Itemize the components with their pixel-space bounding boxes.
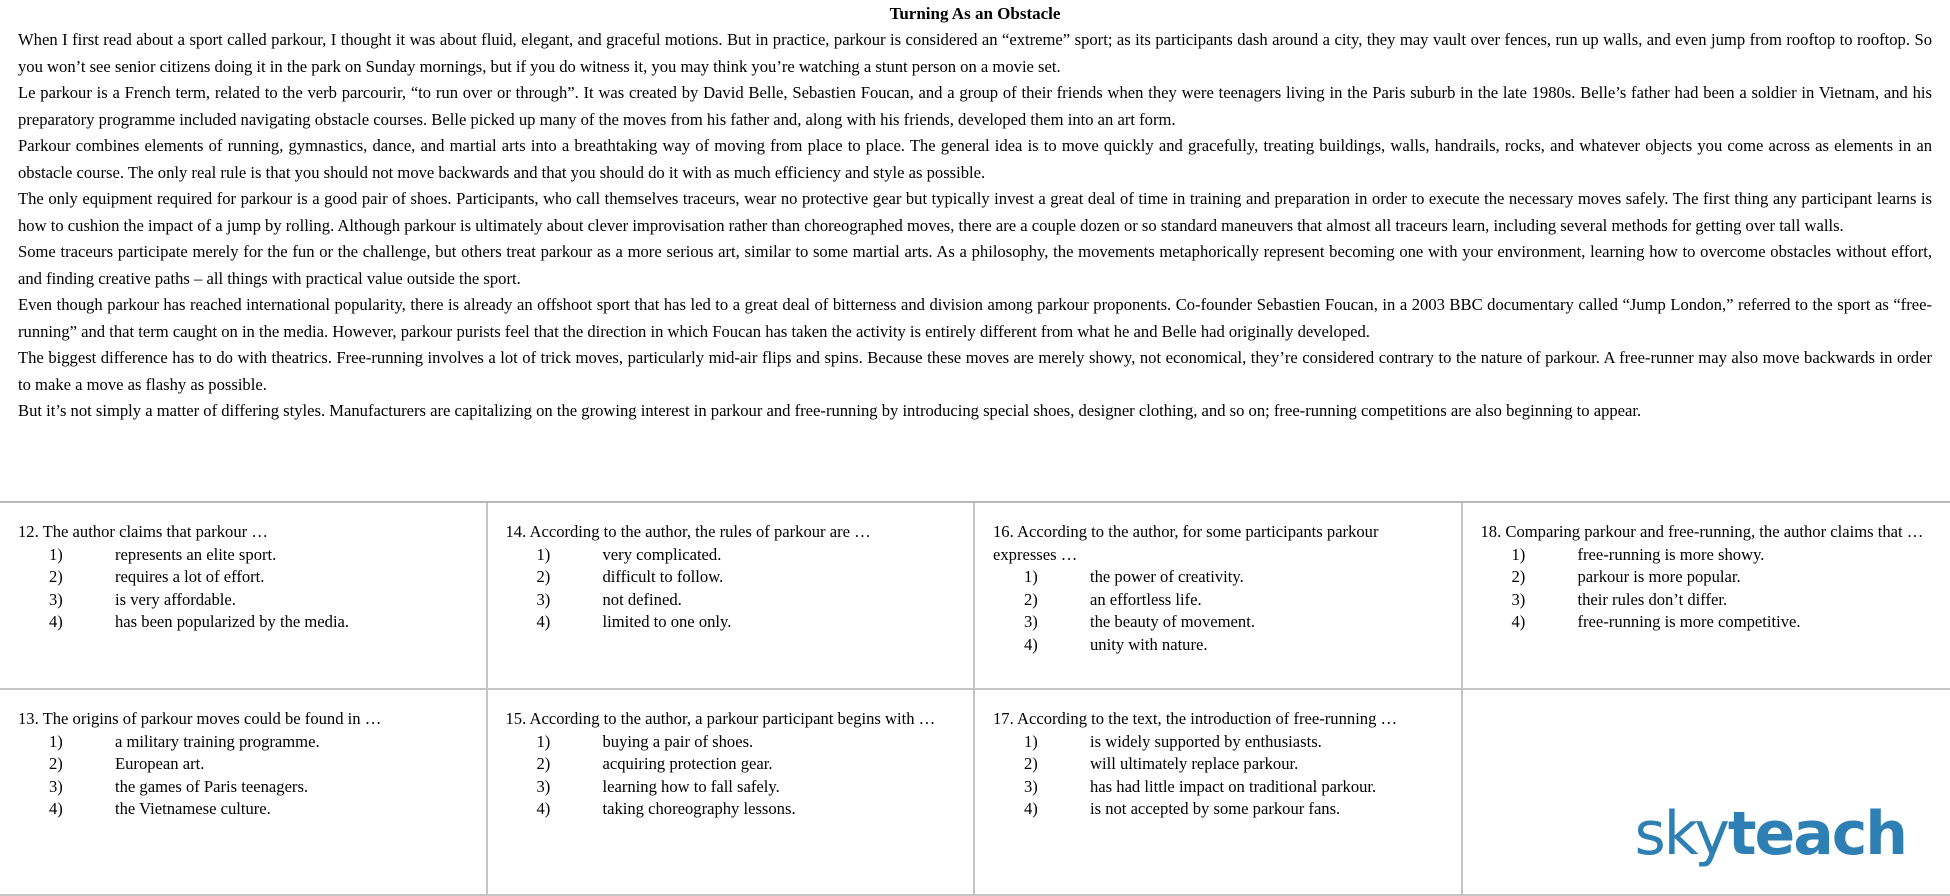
option-number: 4) — [49, 611, 84, 634]
option-text: unity with nature. — [1090, 634, 1208, 657]
questions-grid — [0, 501, 1950, 896]
option-text: free-running is more showy. — [1578, 544, 1765, 567]
option-text: European art. — [115, 753, 204, 776]
answer-option[interactable] — [18, 566, 470, 589]
option-text: limited to one only. — [603, 611, 732, 634]
question-13 — [0, 690, 488, 896]
option-text: is very affordable. — [115, 589, 236, 612]
answer-option[interactable] — [1481, 589, 1935, 612]
option-number: 2) — [537, 753, 572, 776]
option-text: the Vietnamese culture. — [115, 798, 271, 821]
option-number: 3) — [1024, 611, 1059, 634]
answer-option[interactable] — [506, 611, 958, 634]
answer-option[interactable] — [1481, 566, 1935, 589]
option-text: taking choreography lessons. — [603, 798, 796, 821]
answer-option[interactable] — [506, 731, 958, 754]
answer-option[interactable] — [506, 798, 958, 821]
question-text: 16. According to the author, for some participants parkour expresses … — [993, 521, 1445, 566]
option-text: a military training programme. — [115, 731, 320, 754]
option-number: 2) — [1512, 566, 1547, 589]
answer-option[interactable] — [18, 776, 470, 799]
option-number: 2) — [537, 566, 572, 589]
option-number: 1) — [537, 731, 572, 754]
paragraph-5: Some traceurs participate merely for the fun or the challenge, but others treat parkour as a more serious art, similar to some martial arts. As a philosophy, the movements metaphorically represent becoming one with your environment, learning how to overcome obstacles without effort, and finding creative paths – all things with practical value outside the sport. — [18, 239, 1932, 292]
answer-option[interactable] — [993, 589, 1445, 612]
paragraph-6: Even though parkour has reached international popularity, there is already an offshoot sport that has led to a great deal of bitterness and division among parkour proponents. Co-founder Sebastien Foucan, in a 2003 BBC documentary called “Jump London,” referred to the sport as “free-running” and that term caught on in the media. However, parkour purists feel that the direction in which Foucan has taken the activity is entirely different from what he and Belle had originally developed. — [18, 292, 1932, 345]
option-text: the power of creativity. — [1090, 566, 1244, 589]
option-text: an effortless life. — [1090, 589, 1202, 612]
paragraph-3: Parkour combines elements of running, gymnastics, dance, and martial arts into a breathtaking way of moving from place to place. The general idea is to move quickly and gracefully, treating buildings, walls, handrails, rocks, and whatever objects you come across as elements in an obstacle course. The only real rule is that you should not move backwards and that you should do it with as much efficiency and style as possible. — [18, 133, 1932, 186]
logo-bold-text: teach — [1728, 799, 1906, 869]
question-14 — [488, 503, 976, 690]
option-number: 3) — [49, 589, 84, 612]
answer-option[interactable] — [506, 544, 958, 567]
question-15 — [488, 690, 976, 896]
article — [18, 2, 1932, 425]
option-number: 1) — [1024, 731, 1059, 754]
answer-option[interactable] — [993, 776, 1445, 799]
question-18 — [1463, 503, 1950, 690]
option-text: requires a lot of effort. — [115, 566, 264, 589]
option-text: represents an elite sport. — [115, 544, 276, 567]
option-number: 2) — [49, 566, 84, 589]
option-number: 1) — [1024, 566, 1059, 589]
option-text: buying a pair of shoes. — [603, 731, 754, 754]
answer-option[interactable] — [506, 566, 958, 589]
answer-option[interactable] — [993, 611, 1445, 634]
option-text: has been popularized by the media. — [115, 611, 349, 634]
answer-option[interactable] — [18, 731, 470, 754]
option-number: 4) — [1024, 798, 1059, 821]
question-text: 17. According to the text, the introduction of free-running … — [993, 708, 1445, 731]
question-12 — [0, 503, 488, 690]
answer-option[interactable] — [993, 634, 1445, 657]
option-number: 3) — [537, 776, 572, 799]
paragraph-1: When I first read about a sport called parkour, I thought it was about fluid, elegant, and graceful motions. But in practice, parkour is considered an “extreme” sport; as its participants dash around a city, they may vault over fences, run up walls, and even jump from rooftop to rooftop. So you won’t see senior citizens doing it in the park on Sunday mornings, but if you do witness it, you may think you’re watching a stunt person on a movie set. — [18, 27, 1932, 80]
question-text: 18. Comparing parkour and free-running, the author claims that … — [1481, 521, 1935, 544]
question-17 — [975, 690, 1463, 896]
question-text: 12. The author claims that parkour … — [18, 521, 470, 544]
option-text: is not accepted by some parkour fans. — [1090, 798, 1340, 821]
option-text: free-running is more competitive. — [1578, 611, 1801, 634]
answer-option[interactable] — [1481, 544, 1935, 567]
option-number: 4) — [1512, 611, 1547, 634]
option-text: the games of Paris teenagers. — [115, 776, 308, 799]
answer-option[interactable] — [1481, 611, 1935, 634]
option-text: learning how to fall safely. — [603, 776, 780, 799]
option-number: 3) — [537, 589, 572, 612]
answer-option[interactable] — [506, 776, 958, 799]
option-number: 2) — [1024, 753, 1059, 776]
question-text: 14. According to the author, the rules of parkour are … — [506, 521, 958, 544]
question-text: 13. The origins of parkour moves could be found in … — [18, 708, 470, 731]
option-number: 4) — [49, 798, 84, 821]
paragraph-4: The only equipment required for parkour is a good pair of shoes. Participants, who call themselves traceurs, wear no protective gear but typically invest a great deal of time in training and preparation in order to execute the necessary moves safely. The first thing any participant learns is how to cushion the impact of a jump by rolling. Although parkour is ultimately about clever improvisation rather than choreographed moves, there are a couple dozen or so standard maneuvers that almost all traceurs learn, including several methods for getting over tall walls. — [18, 186, 1932, 239]
answer-option[interactable] — [993, 566, 1445, 589]
option-number: 1) — [49, 544, 84, 567]
option-number: 2) — [1024, 589, 1059, 612]
answer-option[interactable] — [18, 798, 470, 821]
question-text: 15. According to the author, a parkour participant begins with … — [506, 708, 958, 731]
option-number: 4) — [1024, 634, 1059, 657]
option-text: will ultimately replace parkour. — [1090, 753, 1298, 776]
option-text: is widely supported by enthusiasts. — [1090, 731, 1322, 754]
option-text: their rules don’t differ. — [1578, 589, 1728, 612]
answer-option[interactable] — [18, 753, 470, 776]
paragraph-7: The biggest difference has to do with theatrics. Free-running involves a lot of trick moves, particularly mid-air flips and spins. Because these moves are merely showy, not economical, they’re considered contrary to the nature of parkour. A free-runner may also move backwards in order to make a move as flashy as possible. — [18, 345, 1932, 398]
answer-option[interactable] — [18, 589, 470, 612]
paragraph-2: Le parkour is a French term, related to the verb parcourir, “to run over or through”. It was created by David Belle, Sebastien Foucan, and a group of their friends when they were teenagers living in the Paris suburb in the late 1980s. Belle’s father had been a soldier in Vietnam, and his preparatory programme included navigating obstacle courses. Belle picked up many of the moves from his father and, along with his friends, developed them into an art form. — [18, 80, 1932, 133]
option-text: very complicated. — [603, 544, 722, 567]
option-number: 2) — [49, 753, 84, 776]
answer-option[interactable] — [18, 611, 470, 634]
answer-option[interactable] — [993, 731, 1445, 754]
option-number: 4) — [537, 611, 572, 634]
option-number: 4) — [537, 798, 572, 821]
option-number: 3) — [49, 776, 84, 799]
option-text: acquiring protection gear. — [603, 753, 773, 776]
option-text: difficult to follow. — [603, 566, 724, 589]
option-number: 1) — [1512, 544, 1547, 567]
question-16 — [975, 503, 1463, 690]
answer-option[interactable] — [18, 544, 470, 567]
logo-cell — [1463, 690, 1950, 896]
answer-option[interactable] — [506, 753, 958, 776]
option-text: the beauty of movement. — [1090, 611, 1255, 634]
option-text: parkour is more popular. — [1578, 566, 1741, 589]
article-title: Turning As an Obstacle — [18, 2, 1932, 26]
option-text: not defined. — [603, 589, 682, 612]
option-text: has had little impact on traditional parkour. — [1090, 776, 1376, 799]
option-number: 3) — [1512, 589, 1547, 612]
answer-option[interactable] — [993, 798, 1445, 821]
logo-light-text: sky — [1634, 799, 1727, 869]
skyteach-logo — [1634, 804, 1906, 864]
answer-option[interactable] — [506, 589, 958, 612]
answer-option[interactable] — [993, 753, 1445, 776]
paragraph-8: But it’s not simply a matter of differing styles. Manufacturers are capitalizing on the growing interest in parkour and free-running by introducing special shoes, designer clothing, and so on; free-running competitions are also beginning to appear. — [18, 398, 1932, 425]
option-number: 3) — [1024, 776, 1059, 799]
option-number: 1) — [49, 731, 84, 754]
option-number: 1) — [537, 544, 572, 567]
